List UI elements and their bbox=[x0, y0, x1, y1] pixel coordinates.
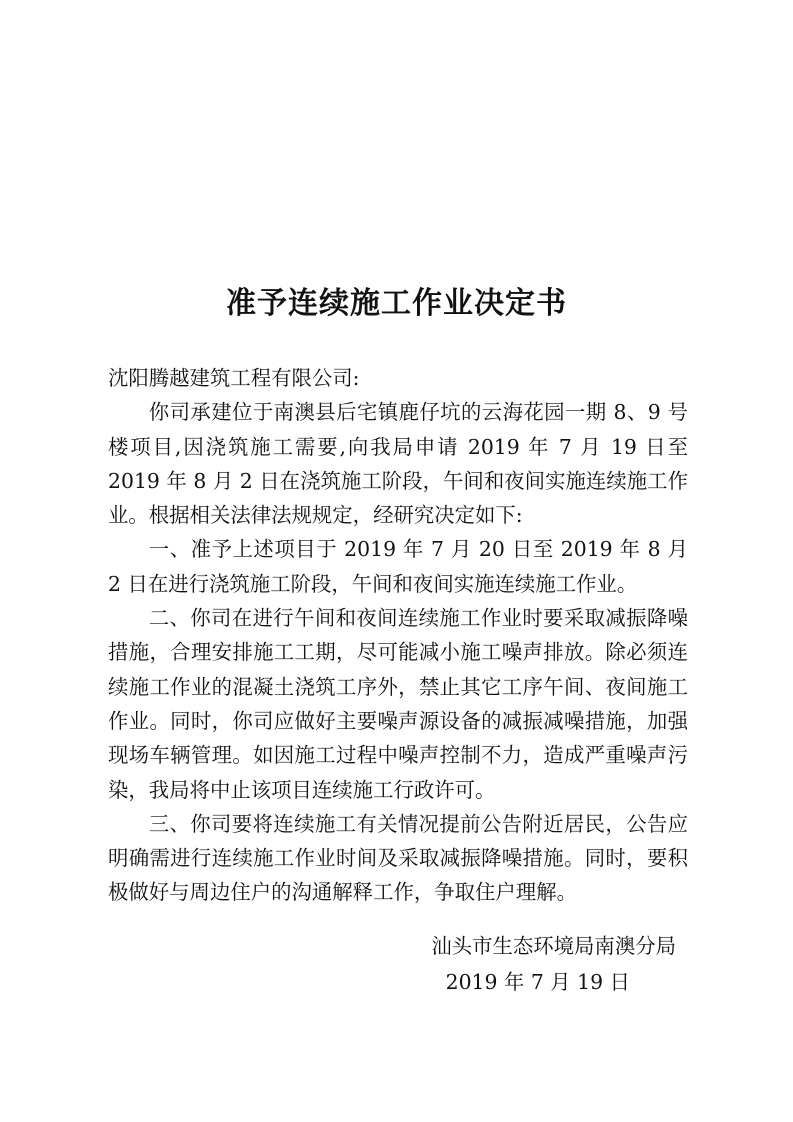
signature-date: 2019 年 7 月 19 日 bbox=[445, 970, 630, 994]
document-body bbox=[108, 361, 688, 910]
signature-organization: 汕头市生态环境局南澳分局 bbox=[431, 934, 676, 958]
salutation: 沈阳腾越建筑工程有限公司: bbox=[108, 366, 360, 390]
paragraph-item-2: 二、你司在进行午间和夜间连续施工作业时要采取减振降噪措施，合理安排施工工期，尽可能减小施工噪声排放。除必须连续施工作业的混凝土浇筑工序外，禁止其它工序午间、夜间施工作业。同时，你司应做好主要噪声源设备的减振减噪措施，加强现场车辆管理。如因施工过程中噪声控制不力，造成严重噪声污染，我局将中止该项目连续施工行政许可。 bbox=[108, 606, 688, 802]
paragraph-item-1: 一、准予上述项目于 2019 年 7 月 20 日至 2019 年 8 月 2 日在进行浇筑施工阶段，午间和夜间实施连续施工作业。 bbox=[108, 537, 688, 596]
paragraph-item-3: 三、你司要将连续施工有关情况提前公告附近居民，公告应明确需进行连续施工作业时间及采取减振降噪措施。同时，要积极做好与周边住户的沟通解释工作，争取住户理解。 bbox=[108, 811, 688, 905]
document-title: 准予连续施工作业决定书 bbox=[226, 286, 567, 321]
paragraph-intro: 你司承建位于南澳县后宅镇鹿仔坑的云海花园一期 8、9 号楼项目,因浇筑施工需要,向我局申请 2019 年 7 月 19 日至 2019 年 8 月 2 日在浇筑施工阶段，午间和夜间实施连续施工作业。根据相关法律法规规定，经研究决定如下: bbox=[108, 400, 688, 528]
signature-block bbox=[400, 928, 690, 1000]
